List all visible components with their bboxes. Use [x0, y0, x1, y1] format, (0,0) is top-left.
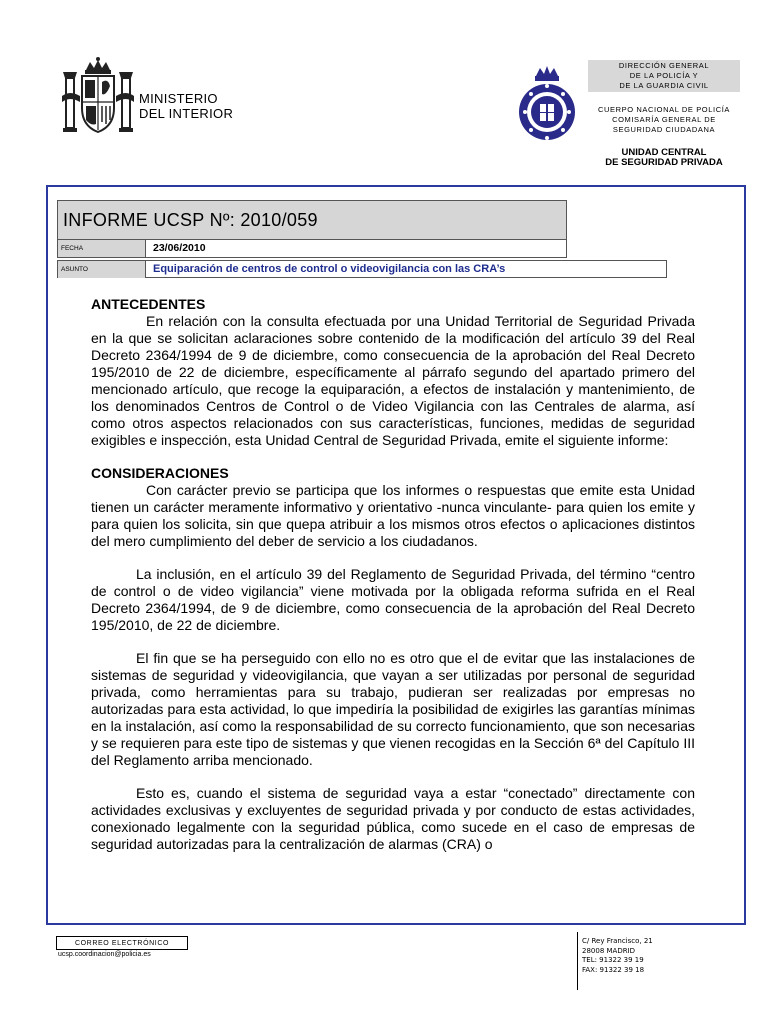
- ministry-name: MINISTERIO DEL INTERIOR: [139, 91, 234, 121]
- police-badge-icon: [516, 64, 578, 144]
- report-body: [91, 296, 695, 853]
- paragraph: La inclusión, en el artículo 39 del Reglamento de Seguridad Privada, del término “centro de control o de video vigilancia” viene motivada por la obligada reforma sufrida en el Real Decreto 2364/1994, de 9 de diciembre, como consecuencia de la aprobación del Real Decreto 195/2010, de 22 de diciembre.: [91, 566, 695, 633]
- paragraph: Esto es, cuando el sistema de seguridad vaya a estar “conectado” directamente con actividades exclusivas y excluyentes de seguridad privada y por conducto de estas actividades, conexionado legalmente con la seguridad pública, como sucede en el caso de empresas de seguridad autorizadas para la centralización de alarmas (CRA) o: [91, 785, 695, 852]
- unit-name: UNIDAD CENTRAL DE SEGURIDAD PRIVADA: [605, 147, 723, 168]
- paragraph: Con carácter previo se participa que los informes o respuestas que emite esta Unidad tienen un carácter meramente informativo y orientativo -nunca vinculante- para quien los emite y para quien los solicita, sin que quepa atribuir a los mismos otros efectos o aplicaciones distintos del mero cumplimiento del deber de servicio a los ciudadanos.: [91, 482, 695, 549]
- directorate-box: DIRECCIÓN GENERAL DE LA POLICÍA Y DE LA GUARDIA CIVIL: [588, 60, 740, 92]
- coat-of-arms-icon: [60, 56, 136, 136]
- paragraph: El fin que se ha perseguido con ello no es otro que el de evitar que las instalaciones de sistemas de seguridad y videovigilancia, que vayan a ser utilizadas por personal de seguridad privada, como herramientas para su trabajo, pudieran ser realizadas por empresas no autorizadas para esta actividad, lo que impediría la posibilidad de exigirles las garantías mínimas en la instalación, así como la responsabilidad de su correcto funcionamiento, que son necesarias y se requieren para este tipo de sistemas y que vienen recogidas en la Sección 6ª del Capítulo III del Reglamento arriba mencionado.: [91, 650, 695, 768]
- postal-address: C/ Rey Francisco, 21 28008 MADRID TEL: 91322 39 19 FAX: 91322 39 18: [582, 937, 653, 974]
- date-row: [57, 240, 567, 258]
- email-link[interactable]: ucsp.coordinacion@policia.es: [58, 951, 151, 958]
- date-value: 23/06/2010: [153, 242, 206, 254]
- date-label: FECHA: [58, 240, 146, 257]
- report-title: INFORME UCSP Nº: 2010/059: [57, 200, 567, 240]
- footer-divider: [577, 932, 578, 990]
- email-label: CORREO ELECTRÓNICO: [56, 936, 188, 950]
- heading-consideraciones: CONSIDERACIONES: [91, 465, 229, 481]
- paragraph: En relación con la consulta efectuada por una Unidad Territorial de Seguridad Privada en la que se solicitan aclaraciones sobre contenido de la modificación del artículo 39 del Real Decreto 2364/1994 de 9 de diciembre, como consecuencia de la aprobación del Real Decreto 195/2010 de 22 de diciembre, específicamente al párrafo segundo del apartado primero del mencionado artículo, que recoge la equiparación, a efectos de instalación y mantenimiento, de los denominados Centros de Control o de Video Vigilancia con las Centrales de alarma, así como otros aspectos relacionados con sus características, funciones, medidas de seguridad exigibles e inspección, esta Unidad Central de Seguridad Privada, emite el siguiente informe:: [91, 313, 695, 448]
- heading-antecedentes: ANTECEDENTES: [91, 296, 206, 312]
- subject-value: Equiparación de centros de control o videovigilancia con las CRA’s: [153, 263, 506, 275]
- subject-label: ASUNTO: [58, 261, 146, 278]
- police-corps-block: CUERPO NACIONAL DE POLICÍA COMISARÍA GENERAL DE SEGURIDAD CIUDADANA: [597, 105, 730, 134]
- subject-row: [57, 260, 667, 278]
